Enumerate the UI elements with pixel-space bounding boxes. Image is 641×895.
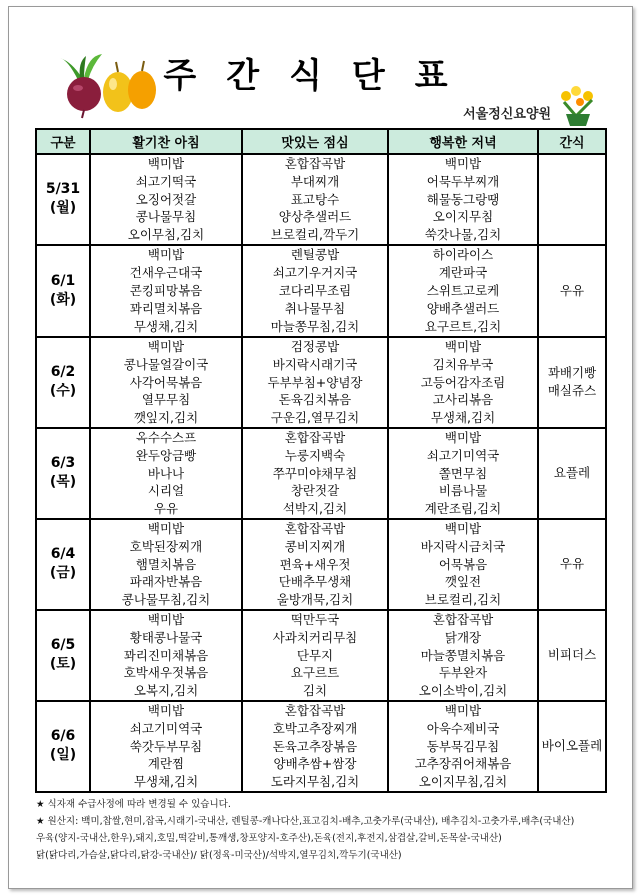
lunch-item: 단배추무생채 bbox=[278, 574, 352, 590]
weekly-menu-table bbox=[35, 128, 607, 793]
dinner-item: 혼합잡곡밥 bbox=[432, 611, 494, 627]
dinner-item: 고사리볶음 bbox=[432, 392, 494, 408]
day-weekday: (화) bbox=[49, 291, 77, 308]
note-line: ★ 원산지: 백미,찹쌀,현미,잡곡,시래기-국내산, 렌틸콩-캐나다산,표고김치-배추,고춧가루(국내산), 배추김치-고춧가루,배추(국내산) bbox=[36, 816, 575, 827]
dinner-item: 바지락시금치국 bbox=[420, 538, 506, 554]
breakfast-item: 완두앙금빵 bbox=[135, 447, 197, 463]
dinner-cell bbox=[388, 154, 538, 245]
day-row bbox=[36, 245, 606, 337]
organization-name: 서울정신요양원 bbox=[463, 107, 551, 122]
day-date: 6/4 bbox=[50, 546, 76, 563]
breakfast-item: 백미밥 bbox=[147, 520, 185, 536]
lunch-item: 코다리무조림 bbox=[278, 283, 352, 299]
dinner-item: 백미밥 bbox=[444, 156, 482, 171]
dinner-item: 마늘쫑멸치볶음 bbox=[420, 647, 506, 663]
day-row bbox=[36, 154, 606, 245]
breakfast-cell bbox=[90, 610, 242, 701]
day-weekday: (금) bbox=[49, 565, 77, 582]
day-weekday: (목) bbox=[49, 474, 77, 491]
dinner-item: 스위트고로케 bbox=[426, 283, 500, 299]
snack-cell bbox=[538, 428, 606, 519]
note-line: 닭(닭다리,가슴살,닭다리,닭강-국내산)/ 닭(정육-미국산)/석박지,열무김치,깍두기(국내산) bbox=[36, 850, 402, 861]
lunch-item: 돈육김치볶음 bbox=[278, 392, 352, 408]
day-cell bbox=[36, 245, 90, 337]
lunch-item: 두부부침+양념장 bbox=[267, 374, 363, 390]
lunch-cell bbox=[242, 245, 388, 337]
dinner-item: 양배추샐러드 bbox=[426, 300, 500, 316]
dinner-item: 비름나물 bbox=[438, 483, 488, 499]
dinner-item: 동부묵김무침 bbox=[426, 738, 500, 754]
lunch-item: 편육+새우젓 bbox=[279, 556, 351, 572]
breakfast-cell bbox=[90, 428, 242, 519]
dinner-item: 무생채,김치 bbox=[430, 410, 496, 426]
breakfast-item: 호박된장찌개 bbox=[129, 538, 203, 554]
dinner-item: 고등어감자조림 bbox=[420, 374, 506, 390]
lunch-item: 창란젓갈 bbox=[290, 483, 340, 499]
breakfast-item: 쑥갓두부무침 bbox=[129, 738, 203, 754]
day-date: 6/2 bbox=[50, 364, 76, 381]
breakfast-item: 콩나물얼갈이국 bbox=[123, 356, 209, 372]
breakfast-item: 오징어젓갈 bbox=[135, 191, 197, 207]
day-cell bbox=[36, 428, 90, 519]
lunch-item: 콩비지찌개 bbox=[284, 538, 346, 554]
table-header-row bbox=[36, 129, 606, 154]
breakfast-item: 열무무침 bbox=[141, 392, 191, 408]
breakfast-cell bbox=[90, 245, 242, 337]
snack-cell bbox=[538, 337, 606, 428]
lunch-item: 구운김,열무김치 bbox=[270, 410, 360, 426]
snack-item: 바이오플레 bbox=[541, 738, 603, 754]
day-row bbox=[36, 610, 606, 701]
dinner-item: 김치유부국 bbox=[432, 356, 494, 372]
dinner-item: 어묵두부찌개 bbox=[426, 173, 500, 189]
breakfast-item: 꽈리멸치볶음 bbox=[129, 300, 203, 316]
snack-cell bbox=[538, 154, 606, 245]
breakfast-item: 콩나물무침 bbox=[135, 209, 197, 225]
day-date: 5/31 bbox=[45, 181, 81, 198]
lunch-item: 부대찌개 bbox=[290, 173, 340, 189]
dinner-cell bbox=[388, 245, 538, 337]
dinner-item: 오이소박이,김치 bbox=[418, 683, 508, 699]
dinner-item: 쇠고기미역국 bbox=[426, 447, 500, 463]
lunch-item: 김치 bbox=[302, 683, 328, 699]
breakfast-item: 무생채,김치 bbox=[133, 774, 199, 790]
breakfast-item: 우유 bbox=[153, 501, 179, 517]
dinner-cell bbox=[388, 610, 538, 701]
breakfast-item: 쇠고기미역국 bbox=[129, 720, 203, 736]
lunch-item: 브로컬리,깍두기 bbox=[270, 227, 360, 243]
lunch-item: 사과치커리무침 bbox=[272, 629, 358, 645]
breakfast-item: 황태콩나물국 bbox=[129, 629, 203, 645]
flower-pot-illustration bbox=[556, 86, 600, 128]
snack-item: 요플레 bbox=[553, 465, 591, 481]
breakfast-cell bbox=[90, 154, 242, 245]
column-header-category: 구분 bbox=[36, 129, 90, 154]
lunch-cell bbox=[242, 701, 388, 792]
dinner-item: 닭개장 bbox=[444, 629, 482, 645]
breakfast-item: 백미밥 bbox=[147, 338, 185, 354]
day-row bbox=[36, 701, 606, 792]
breakfast-item: 콘킹피망볶음 bbox=[129, 283, 203, 299]
lunch-item: 쇠고기우거지국 bbox=[272, 265, 358, 281]
dinner-item: 계란조림,김치 bbox=[424, 501, 502, 517]
lunch-item: 요구르트 bbox=[290, 665, 340, 681]
day-row bbox=[36, 337, 606, 428]
day-row bbox=[36, 519, 606, 610]
column-header-breakfast: 활기찬 아침 bbox=[90, 129, 242, 154]
lunch-item: 떡만두국 bbox=[290, 611, 340, 627]
lunch-cell bbox=[242, 337, 388, 428]
snack-cell bbox=[538, 519, 606, 610]
breakfast-item: 햄멸치볶음 bbox=[135, 556, 197, 572]
dinner-item: 오이지무침,김치 bbox=[418, 774, 508, 790]
breakfast-item: 무생채,김치 bbox=[133, 318, 199, 334]
snack-item: 우유 bbox=[559, 556, 585, 572]
notes-section bbox=[36, 796, 626, 864]
day-cell bbox=[36, 701, 90, 792]
lunch-item: 혼합잡곡밥 bbox=[284, 156, 346, 171]
lunch-item: 취나물무침 bbox=[284, 300, 346, 316]
snack-cell bbox=[538, 245, 606, 337]
breakfast-item: 콩나물무침,김치 bbox=[121, 592, 211, 608]
snack-item: 꽈배기빵 bbox=[547, 365, 597, 381]
breakfast-item: 꽈리진미채볶음 bbox=[123, 647, 209, 663]
lunch-item: 표고탕수 bbox=[290, 191, 340, 207]
day-cell bbox=[36, 154, 90, 245]
note-line: 우육(양지-국내산,한우),돼지,호밀,떡갈비,통깨생,창포양지-호주산),돈육(전지,후전지,삼겹살,갈비,돈목살-국내산) bbox=[36, 833, 502, 844]
lunch-cell bbox=[242, 154, 388, 245]
breakfast-item: 백미밥 bbox=[147, 702, 185, 718]
breakfast-item: 건새우근대국 bbox=[129, 265, 203, 281]
day-weekday: (토) bbox=[49, 656, 77, 673]
snack-cell bbox=[538, 610, 606, 701]
day-cell bbox=[36, 519, 90, 610]
snack-item: 비피더스 bbox=[547, 647, 597, 663]
lunch-item: 마늘쫑무침,김치 bbox=[270, 318, 360, 334]
breakfast-item: 깻잎지,김치 bbox=[133, 410, 199, 426]
lunch-item: 혼합잡곡밥 bbox=[284, 429, 346, 445]
day-cell bbox=[36, 610, 90, 701]
lunch-item: 울방개묵,김치 bbox=[276, 592, 354, 608]
snack-cell bbox=[538, 701, 606, 792]
dinner-cell bbox=[388, 428, 538, 519]
lunch-item: 호박고추장찌개 bbox=[272, 720, 358, 736]
lunch-item: 렌틸콩밥 bbox=[290, 247, 340, 263]
lunch-item: 혼합잡곡밥 bbox=[284, 702, 346, 718]
day-weekday: (일) bbox=[49, 747, 77, 764]
dinner-item: 오이지무침 bbox=[432, 209, 494, 225]
dinner-item: 쫄면무침 bbox=[438, 465, 488, 481]
day-weekday: (월) bbox=[49, 200, 77, 217]
lunch-item: 석박지,김치 bbox=[282, 501, 348, 517]
lunch-cell bbox=[242, 610, 388, 701]
dinner-item: 백미밥 bbox=[444, 520, 482, 536]
breakfast-cell bbox=[90, 519, 242, 610]
dinner-item: 해물동그랑땡 bbox=[426, 191, 500, 207]
lunch-item: 혼합잡곡밥 bbox=[284, 520, 346, 536]
breakfast-item: 계란찜 bbox=[147, 756, 185, 772]
lunch-item: 검정콩밥 bbox=[290, 338, 340, 354]
breakfast-item: 쇠고기떡국 bbox=[135, 173, 197, 189]
lunch-item: 바지락시래기국 bbox=[272, 356, 358, 372]
breakfast-item: 시리얼 bbox=[147, 483, 185, 499]
lunch-item: 누룽지백숙 bbox=[284, 447, 346, 463]
breakfast-cell bbox=[90, 337, 242, 428]
lunch-item: 양상추샐러드 bbox=[278, 209, 352, 225]
lunch-item: 돈육고추장볶음 bbox=[272, 738, 358, 754]
breakfast-item: 오복지,김치 bbox=[133, 683, 199, 699]
dinner-cell bbox=[388, 337, 538, 428]
page-title: 주간식단표 bbox=[163, 56, 478, 96]
day-cell bbox=[36, 337, 90, 428]
lunch-cell bbox=[242, 428, 388, 519]
breakfast-item: 오이무침,김치 bbox=[127, 227, 205, 243]
dinner-item: 깻잎전 bbox=[444, 574, 482, 590]
breakfast-item: 백미밥 bbox=[147, 247, 185, 263]
column-header-snack: 간식 bbox=[538, 129, 606, 154]
dinner-item: 쑥갓나물,김치 bbox=[424, 227, 502, 243]
dinner-cell bbox=[388, 519, 538, 610]
day-date: 6/1 bbox=[50, 272, 76, 289]
dinner-item: 두부완자 bbox=[438, 665, 488, 681]
lunch-item: 도라지무침,김치 bbox=[270, 774, 360, 790]
lunch-item: 단무지 bbox=[296, 647, 334, 663]
lunch-cell bbox=[242, 519, 388, 610]
note-line: ★ 식자재 수급사정에 따라 변경될 수 있습니다. bbox=[36, 799, 231, 810]
breakfast-item: 호박새우젓볶음 bbox=[123, 665, 209, 681]
day-date: 6/3 bbox=[50, 455, 76, 472]
breakfast-item: 바나나 bbox=[147, 465, 185, 481]
column-header-lunch: 맛있는 점심 bbox=[242, 129, 388, 154]
dinner-item: 어묵볶음 bbox=[438, 556, 488, 572]
breakfast-item: 파래자반볶음 bbox=[129, 574, 203, 590]
breakfast-item: 백미밥 bbox=[147, 611, 185, 627]
dinner-item: 백미밥 bbox=[444, 702, 482, 718]
breakfast-item: 백미밥 bbox=[147, 156, 185, 171]
breakfast-item: 옥수수스프 bbox=[135, 429, 197, 445]
snack-item: 매실쥬스 bbox=[547, 383, 597, 399]
lunch-item: 쭈꾸미야채무침 bbox=[272, 465, 358, 481]
dinner-item: 계란파국 bbox=[438, 265, 488, 281]
day-date: 6/6 bbox=[50, 728, 76, 745]
day-date: 6/5 bbox=[50, 637, 76, 654]
dinner-item: 하이라이스 bbox=[432, 247, 494, 263]
breakfast-item: 사각어묵볶음 bbox=[129, 374, 203, 390]
dinner-item: 아욱수제비국 bbox=[426, 720, 500, 736]
dinner-item: 요구르트,김치 bbox=[424, 318, 502, 334]
dinner-item: 백미밥 bbox=[444, 338, 482, 354]
dinner-item: 고추장쥐어채볶음 bbox=[414, 756, 512, 772]
dinner-cell bbox=[388, 701, 538, 792]
lunch-item: 양배추쌈+쌈장 bbox=[273, 756, 357, 772]
day-row bbox=[36, 428, 606, 519]
column-header-dinner: 행복한 저녁 bbox=[388, 129, 538, 154]
breakfast-cell bbox=[90, 701, 242, 792]
dinner-item: 브로컬리,김치 bbox=[424, 592, 502, 608]
day-weekday: (수) bbox=[49, 383, 77, 400]
snack-item: 우유 bbox=[559, 282, 585, 298]
dinner-item: 백미밥 bbox=[444, 429, 482, 445]
